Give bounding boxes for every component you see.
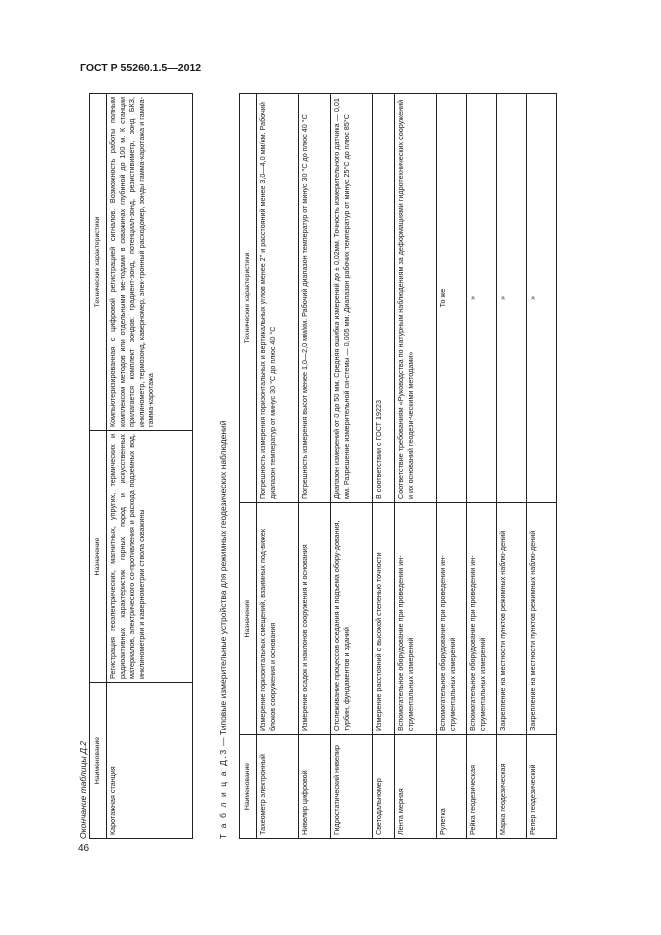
cell-specs: » <box>467 94 497 503</box>
column-header: Технические характеристики <box>90 94 107 431</box>
column-header: Технические характеристики <box>240 94 257 503</box>
table-row <box>467 94 497 839</box>
cell-purpose: Вспомогательное оборудование при проведении ин-струментальных измерений <box>437 503 467 735</box>
cell-name: Светодальномер <box>373 735 395 839</box>
table-header-row <box>240 94 257 839</box>
cell-specs: Погрешность измерения высот менее 1,0—2,0 мм/км. Рабочий диапазон температур от минус 30 °С до плюс 40 °С <box>299 94 331 503</box>
cell-purpose: Измерение расстояний с высокой степенью точности <box>373 503 395 735</box>
table-d2 <box>89 93 193 839</box>
page-number: 46 <box>78 843 90 854</box>
cell-name: Репер геодезический <box>527 735 557 839</box>
cell-name: Марка геодезическая <box>497 735 527 839</box>
table-row <box>257 94 299 839</box>
table-header-row <box>90 94 107 839</box>
cell-purpose: Вспомогательное оборудование при проведении ин-струментальных измерений <box>467 503 497 735</box>
table-d3 <box>239 93 557 839</box>
cell-name: Лента мерная <box>395 735 437 839</box>
cell-specs: То же <box>437 94 467 503</box>
cell-specs: » <box>497 94 527 503</box>
cell-purpose: Измерение осадок и наклонов сооружения и основания <box>299 503 331 735</box>
cell-specs: Компьютеризированная с цифровой регистрацией сигналов. Возможность работы полным комплексом методов или отдельными ме-тодами в скважинах глубиной до 100 м. К станции прилагается комплект зондов: градиент-зонд, потенциал-зонд, резистивиметр, зонд БКЗ, инклинометр, термозонд, каверномер, элек-тронный расходомер, зонды гамма-каротажа и гамма-гамма-каротажа <box>107 94 193 431</box>
cell-purpose: Закрепление на местности пунктов режимных наблю-дений <box>497 503 527 735</box>
cell-specs: Соответствие требованиям «Руководства по натурным наблюдениям за деформациями гидротехнических сооружений и их оснований геодези-ческими методами» <box>395 94 437 503</box>
cell-purpose: Измерение горизонтальных смещений, взаимных под-вижек блоков сооружения и основания <box>257 503 299 735</box>
cell-name: Рулетка <box>437 735 467 839</box>
column-header: Наименование <box>240 735 257 839</box>
cell-purpose: Регистрация геоэлектрических, магнитных, упругих, термических и радиоактивных характеристик горных пород и искусственных материалов, электрического со-противления и расхода подземных вод, инклинометрии и кавернометрии ствола скважины <box>107 431 193 683</box>
cell-name: Нивелир цифровой <box>299 735 331 839</box>
table-row <box>107 94 193 839</box>
cell-purpose: Отслеживание процессов оседания и подъема обору-дования, турбин, фундаментов и зданий <box>331 503 373 735</box>
cell-purpose: Вспомогательное оборудование при проведении ин-струментальных измерений <box>395 503 437 735</box>
table-row <box>373 94 395 839</box>
cell-specs: » <box>527 94 557 503</box>
column-header: Наименование <box>90 683 107 839</box>
table-d3-block <box>239 94 551 839</box>
table-row <box>527 94 557 839</box>
table-row <box>497 94 527 839</box>
cell-name: Тахеометр электронный <box>257 735 299 839</box>
cell-name: Рейка геодезическая <box>467 735 497 839</box>
table-row <box>299 94 331 839</box>
cell-name: Каротажная станция <box>107 683 193 839</box>
table-row <box>437 94 467 839</box>
column-header: Назначение <box>90 431 107 683</box>
cell-name: Гидростатический нивелир <box>331 735 373 839</box>
table-d2-caption: Окончание таблицы Д.2 <box>78 740 88 839</box>
cell-specs: Погрешность измерения горизонтальных и вертикальных углов менее 2" и расстояний менее 3,0—4,0 мм/км. Рабочий диапазон температур от минус 30 °С до плюс 40 °С <box>257 94 299 503</box>
cell-specs: В соответствии с ГОСТ 19223 <box>373 94 395 503</box>
cell-specs: Диапазон измерений от 0 до 50 мм. Средняя ошибка измерений до ± 0,02мм. Точность измерительного датчика — 0,01 мм. Разрешение измерительной си-стемы — 0,005 мм. Диапазон рабочих температур от минус 25°С до плюс 85°С <box>331 94 373 503</box>
table-row <box>395 94 437 839</box>
table-d3-caption: Т а б л и ц а Д.3 — Типовые измерительные устройства для режимных геодезических наблюдений <box>218 420 228 839</box>
table-d2-block <box>78 94 193 839</box>
page-header: ГОСТ Р 55260.1.5—2012 <box>80 62 202 74</box>
table-row <box>331 94 373 839</box>
cell-purpose: Закрепление на местности пунктов режимных наблю-дений <box>527 503 557 735</box>
column-header: Назначение <box>240 503 257 735</box>
